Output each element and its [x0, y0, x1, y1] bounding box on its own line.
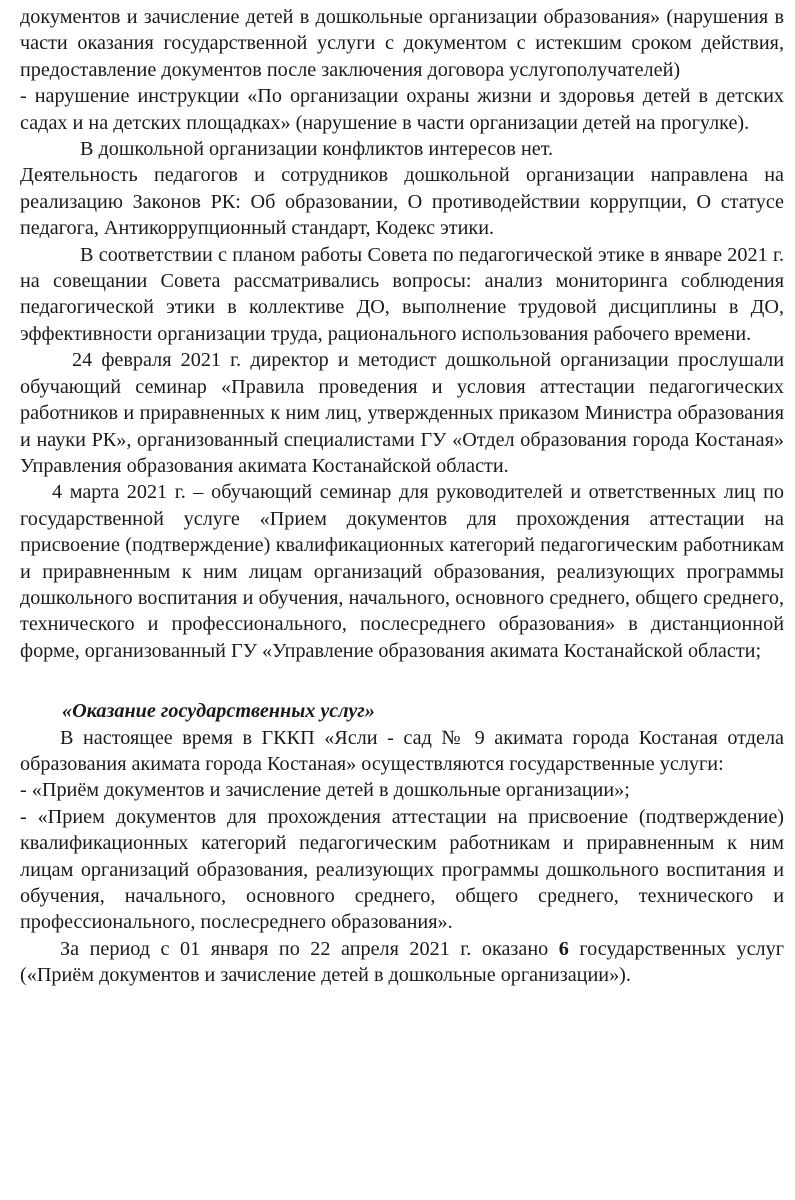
paragraph-laws: Деятельность педагогов и сотрудников дошкольной организации направлена на реализацию Законов РК: Об образовании, О противодействии коррупции, О статусе педагога, Антикоррупционный стандарт, Кодекс этики.: [20, 164, 784, 240]
paragraph-current-services: В настоящее время в ГККП «Ясли - сад № 9 акимата города Костаная отдела образования акимата города Костаная» осуществляются государственные услуги:: [20, 726, 784, 775]
paragraph-seminar-march: 4 марта 2021 г. – обучающий семинар для руководителей и ответственных лиц по государственной услуге «Прием документов для прохождения аттестации на присвоение (подтверждение) квалификационных категорий педагогическим работникам и приравненным к ним лицам организаций образования, реализующих программы дошкольного воспитания и обучения, начального, основного среднего, общего среднего, технического и профессионального, послесреднего образования» в дистанционной форме, организованный ГУ «Управление образования акимата Костанайской области;: [20, 481, 784, 662]
paragraph-ethics-council: В соответствии с планом работы Совета по педагогической этике в январе 2021 г. на совещании Совета рассматривались вопросы: анализ мониторинга соблюдения педагогической этики в коллективе ДО, выполнение трудовой дисциплины в ДО, эффективности организации труда, рационального использования рабочего времени.: [20, 243, 784, 345]
services-count-text-before: За период с 01 января по 22 апреля 2021 г. оказано: [60, 937, 559, 960]
paragraph-violations-continuation: документов и зачисление детей в дошкольные организации образования» (нарушения в части оказания государственной услуги с документом с истекшим сроком действия, предоставление документов после заключения договора услугополучателей): [20, 6, 784, 81]
paragraph-seminar-february: 24 февраля 2021 г. директор и методист дошкольной организации прослушали обучающий семинар «Правила проведения и условия аттестации педагогических работников и приравненных к ним лиц, утвержденных приказом Министра образования и науки РК», организованный специалистами ГУ «Отдел образования города Костаная» Управления образования акимата Костанайской области.: [20, 349, 784, 477]
document-page: [20, 0, 784, 989]
paragraph-instruction-violation: - нарушение инструкции «По организации охраны жизни и здоровья детей в детских садах и на детских площадках» (нарушение в части организации детей на прогулке).: [20, 85, 784, 134]
list-item-service-enrollment: - «Приём документов и зачисление детей в дошкольные организации»;: [20, 779, 630, 802]
list-item-service-attestation: - «Прием документов для прохождения аттестации на присвоение (подтверждение) квалификационных категорий педагогическим работникам и приравненным к ним лицам организаций образования, реализующих программы дошкольного воспитания и обучения, начального, основного среднего, общего среднего, технического и профессионального, послесреднего образования».: [20, 805, 784, 934]
paragraph-services-count: [20, 936, 784, 989]
services-count-value: 6: [558, 937, 569, 960]
services-count-text-after: государственных услуг («Приём документов и зачисление детей в дошкольные организации»).: [20, 937, 784, 987]
paragraph-no-conflicts: В дошкольной организации конфликтов интересов нет.: [80, 138, 554, 161]
section-heading-state-services: «Оказание государственных услуг»: [62, 700, 375, 723]
